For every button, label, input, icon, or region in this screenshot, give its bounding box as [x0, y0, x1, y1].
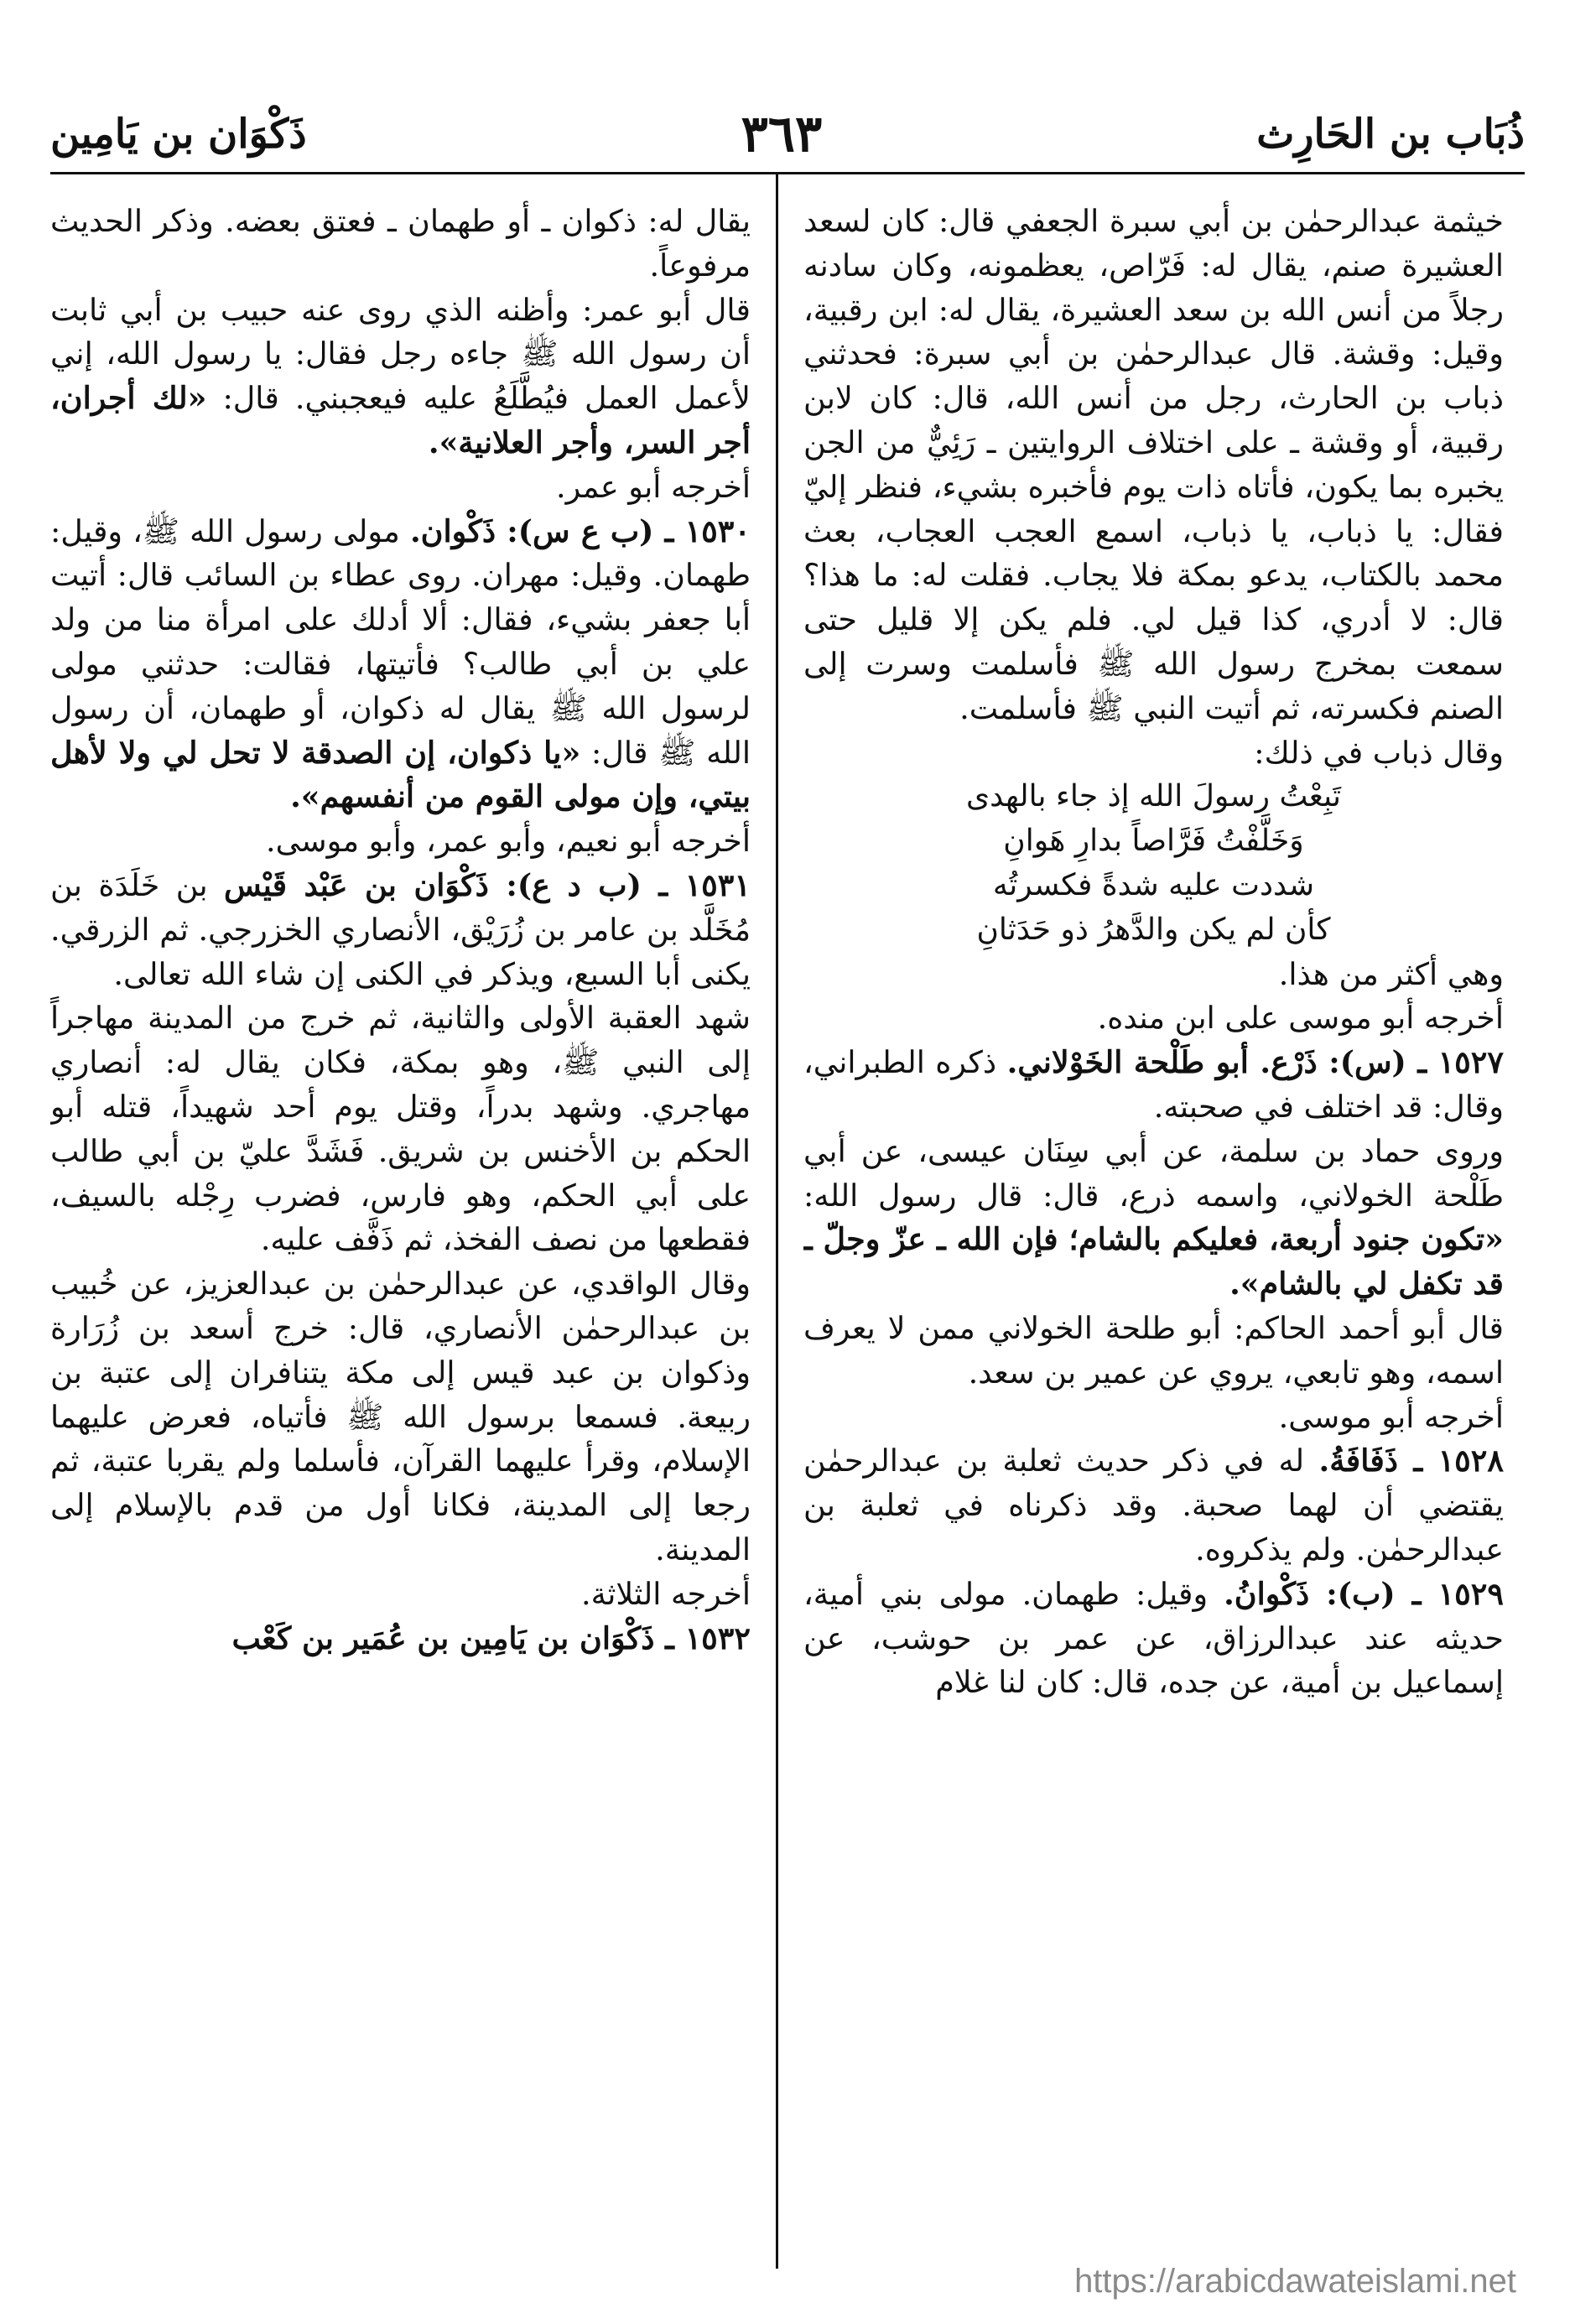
text-paragraph: [803, 953, 1504, 997]
right-column: [803, 200, 1504, 2271]
paragraph-text: أخرجه الثلاثة.: [581, 1575, 751, 1612]
text-paragraph: [50, 819, 751, 864]
page-header: [50, 96, 1525, 172]
entry-heading: ١٥٣١ ـ (ب د ع): ذَكْوَان بن عَبْد قَيْس: [224, 866, 751, 903]
paragraph-text: وقال الواقدي، عن عبدالرحمٰن بن عبدالعزيز، عن خُبيب بن عبدالرحمٰن الأنصاري، قال: خرج أسعد بن زُرَارة وذكوان بن عبد قيس إلى مكة يتنافران إلى عتبة بن ربيعة. فسمعا برسول الله ﷺ فأتياه، فعرض عليهما الإسلام، وقرأ عليهما القرآن، فأسلما ولم يقربا عتبة، ثم رجعا إلى المدينة، فكانا أول من قدم بالإسلام إلى المدينة.: [50, 1266, 751, 1568]
paragraph-text: شددت عليه شدةً فكسرتُه: [992, 867, 1315, 902]
hadith-quote: «لك أجران، أجر السر، وأجر العلانية».: [50, 380, 751, 460]
text-paragraph: [803, 1307, 1504, 1396]
poem-verse: [803, 908, 1504, 953]
paragraph-text: كأن لم يكن والدَّهرُ ذو حَدَثانِ: [976, 912, 1331, 947]
header-left-title: ذَكْوَان بن يَامِين: [50, 111, 307, 158]
entry-paragraph: [50, 510, 751, 820]
entry-paragraph: [50, 1617, 751, 1661]
paragraph-text: أخرجه أبو موسى.: [1278, 1398, 1504, 1435]
text-paragraph: [50, 1573, 751, 1617]
entry-heading: ١٥٢٧ ـ (س): ذَرْع. أبو طَلْحة الخَوْلاني.: [1006, 1044, 1504, 1081]
left-column: [50, 200, 751, 2271]
paragraph-text: خيثمة عبدالرحمٰن بن أبي سبرة الجعفي قال: كان لسعد العشيرة صنم، يقال له: فَرّاص، يعظمونه، وكان سادنه رجلاً من أنس الله بن سعد العشيرة، يقال له: ابن رقبية، وقيل: وقشة. قال عبدالرحمٰن بن أبي سبرة: فحدثني ذباب بن الحارث، رجل من أنس الله، قال: كان لابن رقبية، أو وقشة ـ على اختلاف الروايتين ـ رَئِيٌّ من الجن يخبره بما يكون، فأتاه ذات يوم فأخبره بشيء، فنظر إليّ فقال: يا ذباب، يا ذباب، اسمع العجب العجاب، بعث محمد بالكتاب، يدعو بمكة فلا يجاب. فقلت له: ما هذا؟ قال: لا أدري، كذا قيل لي. فلم يكن إلا قليل حتى سمعت بمخرج رسول الله ﷺ فأسلمت وسرت إلى الصنم فكسرته، ثم أتيت النبي ﷺ فأسلمت.: [803, 203, 1504, 726]
column-divider: [776, 172, 778, 2269]
paragraph-text: أخرجه أبو نعيم، وأبو عمر، وأبو موسى.: [266, 823, 751, 860]
text-paragraph: [803, 731, 1504, 776]
paragraph-text: يقال له: ذكوان ـ أو طهمان ـ فعتق بعضه. وذكر الحديث مرفوعاً.: [50, 203, 751, 283]
paragraph-text: وَخَلَّفْتُ فَرَّاصاً بدارِ هَوانِ: [1003, 824, 1304, 859]
watermark-url: https://arabicdawateislami.net: [1074, 2263, 1516, 2300]
paragraph-text: وقال ذباب في ذلك:: [1254, 734, 1504, 771]
paragraph-text: أخرجه أبو عمر.: [556, 468, 751, 505]
entry-heading: ١٥٣٠ ـ (ب ع س): ذَكْوان.: [409, 512, 751, 549]
entry-paragraph: [803, 1439, 1504, 1572]
entry-text: وقيل: طهمان. مولى بني أمية، حديثه عند عبدالرزاق، عن عمر بن حوشب، عن إسماعيل بن أمية، عن جده، قال: كان لنا غلام: [803, 1575, 1504, 1701]
entry-paragraph: [50, 864, 751, 996]
entry-paragraph: [803, 1041, 1504, 1130]
hadith-quote: «يا ذكوان، إن الصدقة لا تحل لي ولا لأهل بيتي، وإن مولى القوم من أنفسهم».: [50, 734, 751, 815]
entry-text: مولى رسول الله ﷺ، وقيل: طهمان. وقيل: مهران. روى عطاء بن السائب قال: أتيت أبا جعفر بشيء، فقال: ألا أدلك على امرأة منا من ولد علي بن أبي طالب؟ فأتيتها، فقالت: حدثني مولى لرسول الله ﷺ يقال له ذكوان، أو طهمان، أن رسول الله ﷺ قال:: [50, 512, 751, 771]
text-paragraph: [803, 1130, 1504, 1307]
entry-heading: ١٥٢٩ ـ (ب): ذَكْوانُ.: [1224, 1575, 1504, 1612]
paragraph-text: أخرجه أبو موسى على ابن منده.: [1097, 1000, 1504, 1037]
entry-text: ذكره الطبراني، وقال: قد اختلف في صحبته.: [803, 1044, 1504, 1125]
paragraph-text: وهي أكثر من هذا.: [1278, 955, 1504, 992]
paragraph-text: تَبِعْتُ رسولَ الله إذ جاء بالهدى: [965, 779, 1342, 814]
header-rule: [50, 172, 1525, 174]
entry-text: له في ذكر حديث ثعلبة بن عبدالرحمٰن يقتضي أن لهما صحبة. وقد ذكرناه في ثعلبة بن عبدالرحمٰن. ولم يذكروه.: [803, 1443, 1504, 1568]
text-paragraph: [50, 289, 751, 465]
entry-heading: ١٥٣٢ ـ ذَكْوَان بن يَامِين بن عُمَير بن كَعْب: [231, 1620, 751, 1656]
entry-paragraph: [803, 1573, 1504, 1705]
text-paragraph: [50, 996, 751, 1262]
header-right-title: ذُبَاب بن الحَارِث: [1256, 111, 1525, 158]
paragraph-text: قال أبو عمر: وأظنه الذي روى عنه حبيب بن أبي ثابت أن رسول الله ﷺ جاءه رجل فقال: يا رسول الله، إني لأعمل العمل فيُطَّلَعُ عليه فيعجبني. قال:: [50, 291, 751, 417]
entry-text: بن خَلَدَة بن مُخَلَّد بن عامر بن زُرَيْق، الأنصاري الخزرجي. ثم الزرقي. يكنى أبا السبع، ويذكر في الكنى إن شاء الله تعالى.: [50, 866, 751, 992]
text-paragraph: [50, 465, 751, 510]
text-paragraph: [50, 1262, 751, 1573]
poem-verse: [803, 819, 1504, 864]
paragraph-text: شهد العقبة الأولى والثانية، ثم خرج من المدينة مهاجراً إلى النبي ﷺ، وهو بمكة، فكان يقال له: أنصاري مهاجري. وشهد بدراً، وقتل يوم أحد شهيداً، قتله أبو الحكم بن الأخنس بن شريق. فَشَدَّ عليّ بن أبي طالب على أبي الحكم، وهو فارس، فضرب رِجْله بالسيف، فقطعها من نصف الفخذ، ثم ذَفَّف عليه.: [50, 1000, 751, 1258]
text-paragraph: [803, 1396, 1504, 1440]
poem-verse: [803, 864, 1504, 908]
text-paragraph: [803, 996, 1504, 1041]
entry-heading: ١٥٢٨ ـ ذَفَافَةُ.: [1318, 1443, 1504, 1479]
text-paragraph: [803, 200, 1504, 731]
text-paragraph: [50, 200, 751, 289]
hadith-quote: «تكون جنود أربعة، فعليكم بالشام؛ فإن الله ـ عزّ وجلّ ـ قد تكفل لي بالشام».: [803, 1221, 1504, 1302]
page-number: ٣٦٣: [741, 105, 823, 164]
poem-verse: [803, 775, 1504, 819]
paragraph-text: وروى حماد بن سلمة، عن أبي سِنَان عيسى، عن أبي طَلْحة الخولاني، واسمه ذرع، قال: قال رسول الله:: [803, 1132, 1504, 1214]
paragraph-text: قال أبو أحمد الحاكم: أبو طلحة الخولاني ممن لا يعرف اسمه، وهو تابعي، يروي عن عمير بن سعد.: [803, 1309, 1504, 1391]
